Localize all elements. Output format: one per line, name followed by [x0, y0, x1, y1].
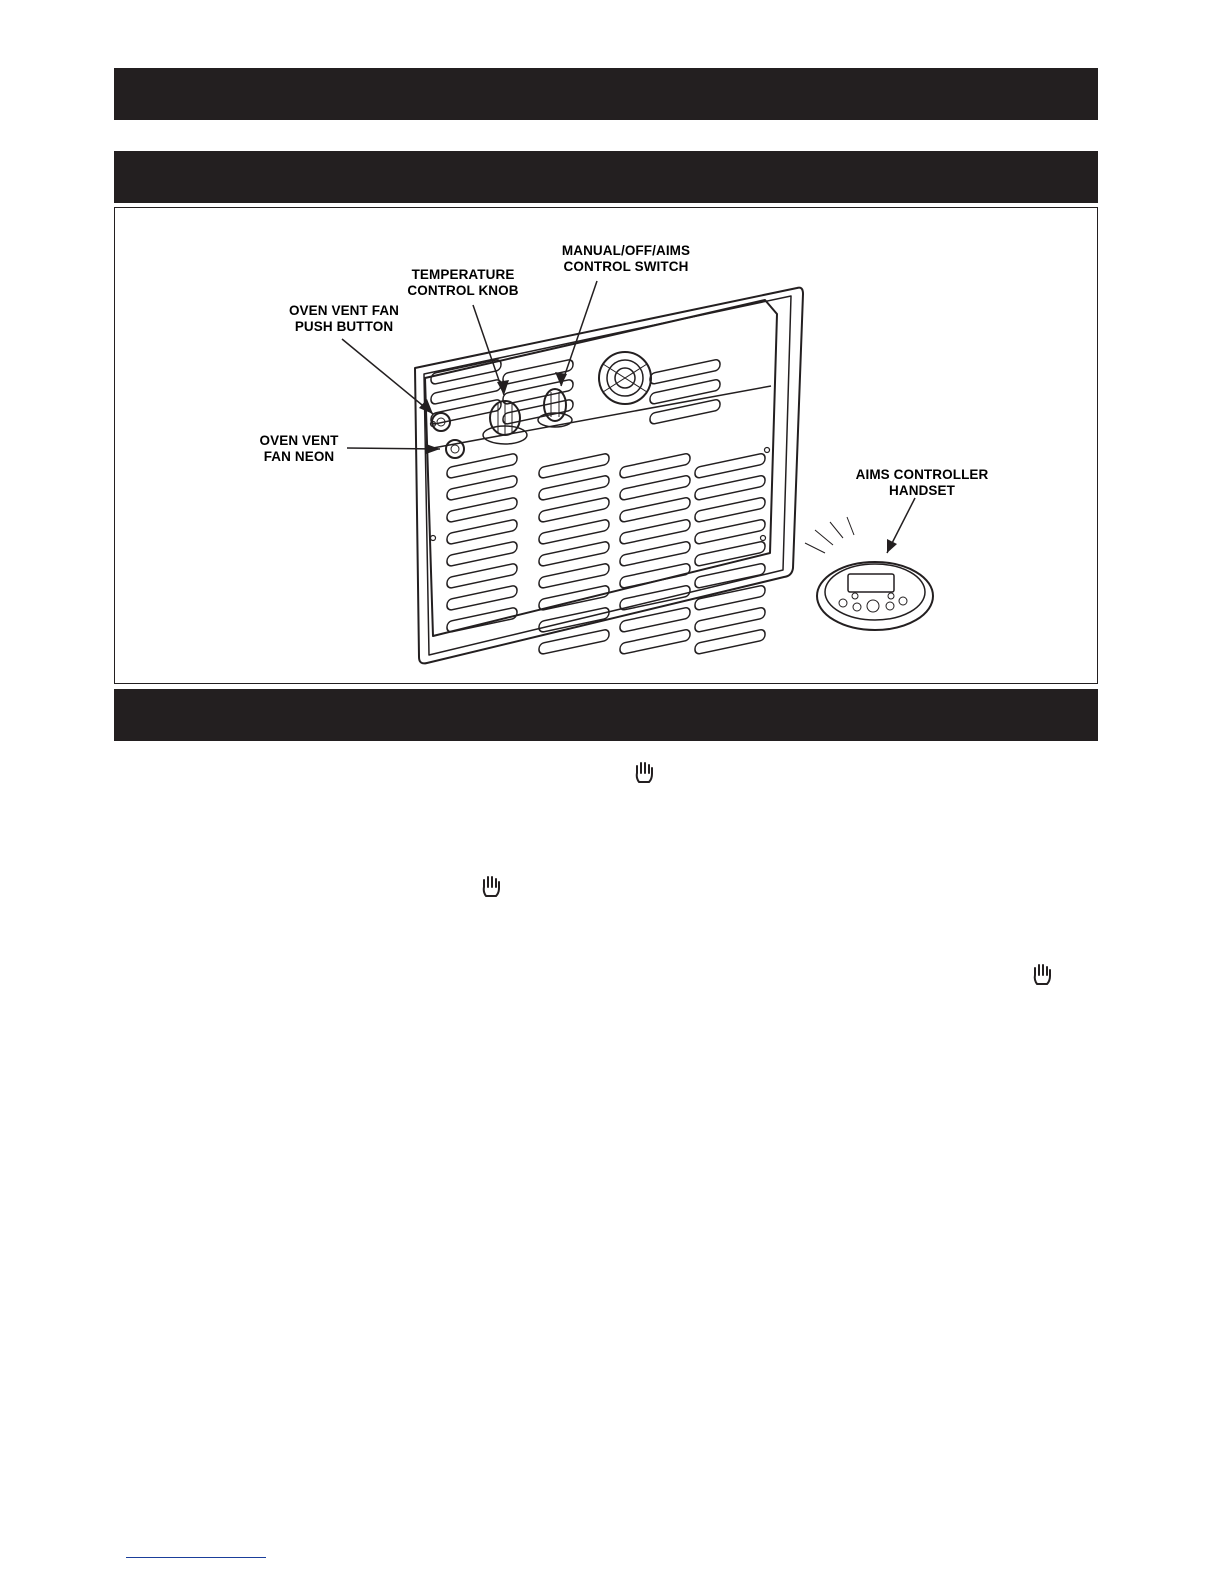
louvre-slot: [695, 629, 765, 655]
louvre-slot: [447, 585, 517, 611]
louvre-slot: [695, 475, 765, 501]
louvre-slot: [447, 519, 517, 545]
leader-manual-switch: [561, 281, 597, 386]
louvre-slot: [539, 519, 609, 545]
fan-guard: [599, 352, 651, 404]
hand-stop-icon: [1031, 962, 1053, 988]
louvre-slot: [620, 453, 690, 479]
header-bar-top: [114, 68, 1098, 120]
header-bar-section: [114, 151, 1098, 203]
louvre-slot: [447, 475, 517, 501]
louvre-slot: [620, 563, 690, 589]
front-panel: [425, 300, 777, 636]
callout-temperature-control-knob: [407, 267, 518, 299]
louvre-slot: [539, 475, 609, 501]
callout-line: PUSH BUTTON: [294, 319, 394, 334]
callout-line: CONTROL KNOB: [407, 283, 519, 298]
header-bar-instructions: [114, 689, 1098, 741]
louvre-slot: [620, 607, 690, 633]
louvre-slot: [539, 453, 609, 479]
louvre-slot: [447, 541, 517, 567]
control-panel-edge: [433, 386, 771, 448]
hand-stop-icon: [633, 760, 655, 786]
aims-controller-handset: [805, 517, 933, 630]
louvre-slot: [620, 519, 690, 545]
louvre-slot: [539, 497, 609, 523]
footer-link-rule: [126, 1557, 266, 1558]
callout-line: MANUAL/OFF/AIMS: [561, 243, 691, 258]
louvre-slot: [447, 563, 517, 589]
callout-line: AIMS CONTROLLER: [855, 467, 989, 482]
grille-louvres: [431, 359, 765, 655]
callout-oven-vent-fan-neon: [260, 433, 339, 465]
housing-outline: [415, 288, 803, 664]
heater-control-illustration: [114, 207, 1098, 684]
louvre-slot: [695, 607, 765, 633]
callout-manual-off-aims-switch: [562, 243, 690, 275]
oven-vent-fan-neon: [446, 440, 464, 458]
housing-inner-edge: [424, 296, 791, 655]
louvre-slot: [447, 607, 517, 633]
manual-off-aims-switch: [538, 389, 572, 427]
leader-fan-push-button: [342, 339, 433, 414]
louvre-slot: [695, 497, 765, 523]
callout-line: OVEN VENT FAN: [288, 303, 400, 318]
louvre-slot: [447, 497, 517, 523]
hand-stop-icon: [480, 874, 502, 900]
callout-aims-controller-handset: [856, 467, 989, 499]
callout-line: CONTROL SWITCH: [563, 259, 689, 274]
louvre-slot: [695, 453, 765, 479]
callout-line: OVEN VENT: [259, 433, 339, 448]
callout-line: HANDSET: [889, 483, 955, 498]
louvre-slot: [539, 541, 609, 567]
louvre-slot: [539, 563, 609, 589]
louvre-slot: [620, 475, 690, 501]
louvre-slot: [620, 541, 690, 567]
callout-line: FAN NEON: [263, 449, 335, 464]
louvre-slot: [695, 519, 765, 545]
callout-oven-vent-fan-push-button: [289, 303, 399, 335]
louvre-slot: [620, 629, 690, 655]
louvre-slot: [620, 497, 690, 523]
callout-line: TEMPERATURE: [411, 267, 515, 282]
